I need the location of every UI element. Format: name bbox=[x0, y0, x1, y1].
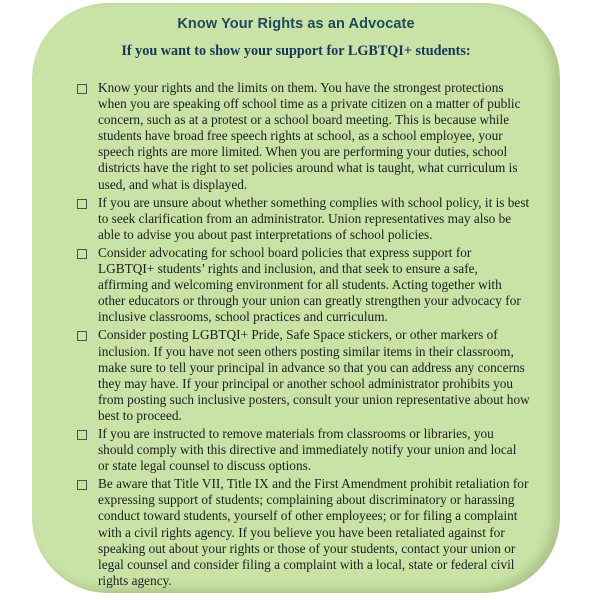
bullet-item-posting-stickers bbox=[77, 327, 530, 424]
bullet-text: Know your rights and the limits on them. You have the strongest protections when you are speaking off school time as a private citizen on a matter of public concern, such as at a protest or a school board meeting. This is because while students have broad free speech rights at school, as a school employee, your speech rights are more limited. When you are performing your duties, school districts have the right to set policies around what is taught, what curriculum is used, and what is displayed. bbox=[98, 80, 521, 192]
empty-checkbox-icon bbox=[77, 430, 87, 440]
bullet-item-advocate-policies bbox=[77, 245, 530, 325]
rights-card bbox=[32, 3, 560, 593]
bullet-item-remove-materials bbox=[77, 426, 530, 474]
empty-checkbox-icon bbox=[77, 84, 87, 94]
rights-bullet-list bbox=[77, 80, 530, 589]
bullet-item-seek-clarification bbox=[77, 195, 530, 243]
page-title: Know Your Rights as an Advocate bbox=[177, 16, 415, 32]
bullet-text: If you are unsure about whether something complies with school policy, it is best to seek clarification from an administrator. Union representatives may also be able to advise you about past interpretations of school policies. bbox=[98, 194, 530, 242]
empty-checkbox-icon bbox=[77, 199, 87, 209]
page-subtitle: If you want to show your support for LGBTQI+ students: bbox=[121, 43, 471, 59]
bullet-item-retaliation-protections bbox=[77, 476, 530, 589]
empty-checkbox-icon bbox=[77, 249, 87, 259]
bullet-item-know-your-rights bbox=[77, 80, 530, 193]
bullet-text: Consider advocating for school board policies that express support for LGBTQI+ students’ rights and inclusion, and that seek to ensure a safe, affirming and welcoming environment for all students. Acting together with other educators or through your union can greatly strengthen your advocacy for inclusive classrooms, school practices and curriculum. bbox=[98, 244, 521, 325]
empty-checkbox-icon bbox=[77, 331, 87, 341]
empty-checkbox-icon bbox=[77, 480, 87, 490]
bullet-text: Be aware that Title VII, Title IX and the First Amendment prohibit retaliation for expressing support of students; complaining about discriminatory or harassing conduct toward students, yourself of other employees; or for filing a complaint with a civil rights agency. If you believe you have been retaliated against for speaking out about your rights or those of your students, contact your union or legal counsel and consider filing a complaint with a local, state or federal civil rights agency. bbox=[98, 476, 529, 588]
bullet-text: If you are instructed to remove materials from classrooms or libraries, you should comply with this directive and immediately notify your union and local or state legal counsel to discuss options. bbox=[98, 425, 517, 474]
bullet-text: Consider posting LGBTQI+ Pride, Safe Space stickers, or other markers of inclusion. If you have not seen others posting similar items in their classroom, make sure to tell your principal in advance so that you can address any concerns they may have. If your principal or another school administrator prohibits you from posting such inclusive posters, consult your union representative about how best to proceed. bbox=[98, 327, 530, 423]
